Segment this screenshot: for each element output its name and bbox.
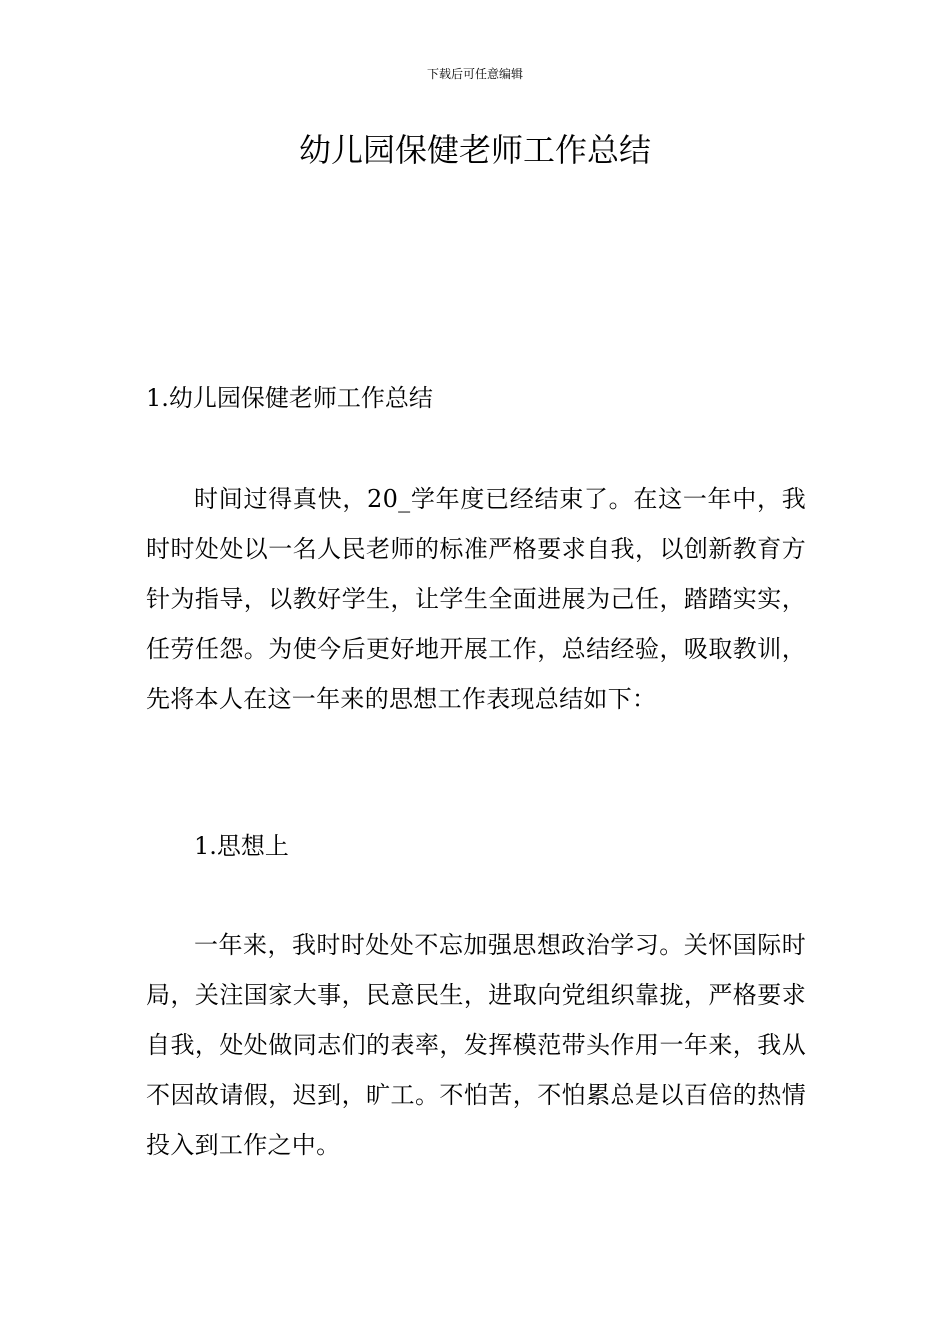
thought-paragraph: 一年来，我时时处处不忘加强思想政治学习。关怀国际时局，关注国家大事，民意民生，进取向党组织靠拢，严格要求自我，处处做同志们的表率，发挥模范带头作用一年来，我从不因故请假，迟到，旷工。不怕苦，不怕累总是以百倍的热情投入到工作之中。 — [146, 931, 806, 1159]
header-note: 下载后可任意编辑 — [426, 67, 523, 81]
intro-paragraph: 时间过得真快，20_学年度已经结束了。在这一年中，我时时处处以一名人民老师的标准严格要求自我，以创新教育方针为指导，以教好学生，让学生全面进展为己任，踏踏实实，任劳任怨。为使今后更好地开展工作，总结经验，吸取教训，先将本人在这一年来的思想工作表现总结如下： — [146, 485, 806, 713]
sub-heading-thought: 1.思想上 — [194, 832, 289, 860]
document-title: 幼儿园保健老师工作总结 — [298, 131, 651, 169]
section-heading: 1.幼儿园保健老师工作总结 — [146, 384, 433, 412]
